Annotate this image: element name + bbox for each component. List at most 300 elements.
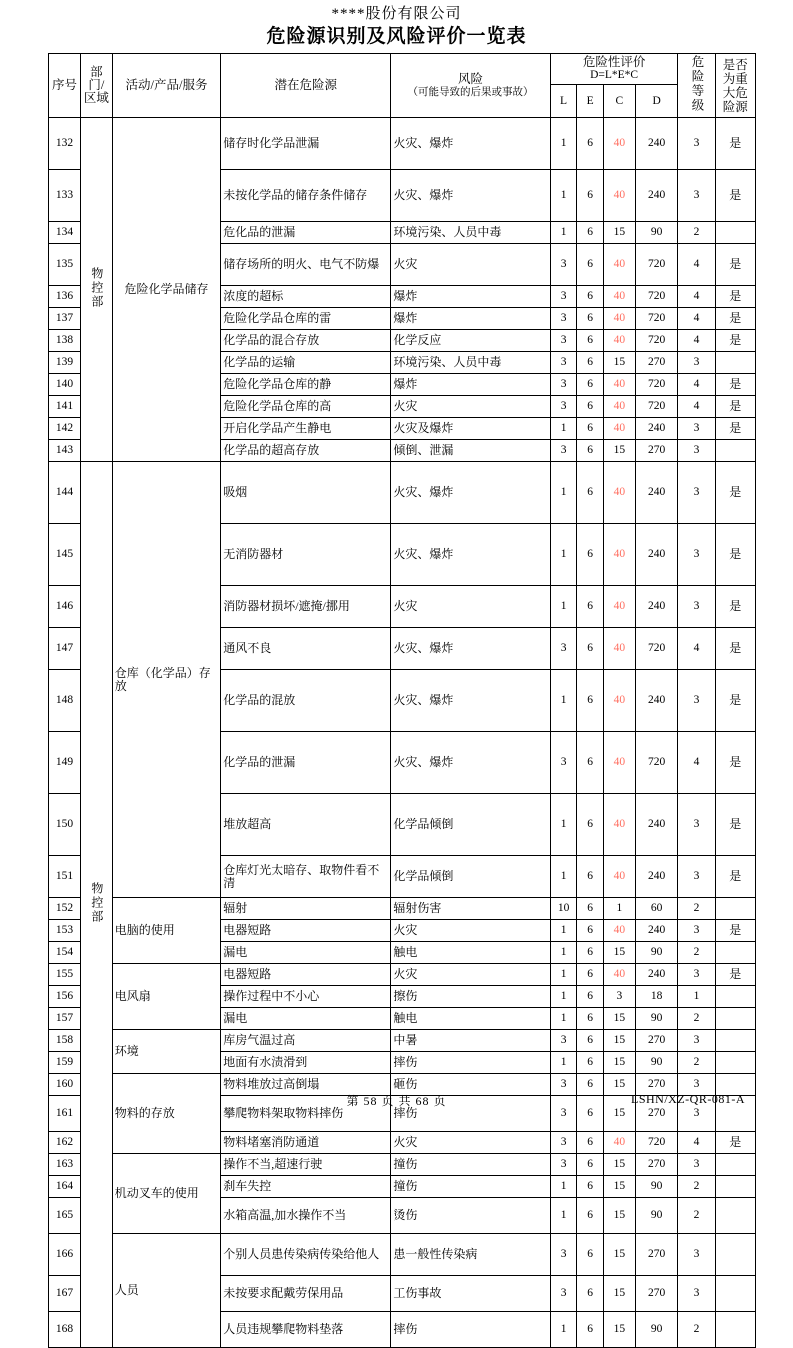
cell-hazard: 堆放超高 xyxy=(221,794,391,856)
cell-c: 40 xyxy=(603,374,635,396)
cell-level: 3 xyxy=(678,1030,715,1052)
cell-level: 3 xyxy=(678,1234,715,1276)
cell-l: 1 xyxy=(550,1312,577,1348)
cell-risk: 工伤事故 xyxy=(391,1276,550,1312)
cell-major-hazard xyxy=(715,898,755,920)
cell-risk: 火灾 xyxy=(391,964,550,986)
cell-d: 240 xyxy=(635,586,678,628)
cell-major-hazard xyxy=(715,1052,755,1074)
cell-hazard: 危险化学品仓库的静 xyxy=(221,374,391,396)
cell-seq: 137 xyxy=(49,308,81,330)
cell-seq: 157 xyxy=(49,1008,81,1030)
cell-level: 3 xyxy=(678,794,715,856)
cell-e: 6 xyxy=(577,1176,604,1198)
column-header-level xyxy=(678,54,715,118)
cell-risk: 患一般性传染病 xyxy=(391,1234,550,1276)
column-header-seq: 序号 xyxy=(49,54,81,118)
cell-c: 15 xyxy=(603,1008,635,1030)
column-header-d: D xyxy=(635,85,678,118)
cell-level: 4 xyxy=(678,286,715,308)
cell-level: 3 xyxy=(678,1096,715,1132)
cell-seq: 141 xyxy=(49,396,81,418)
cell-d: 90 xyxy=(635,1198,678,1234)
cell-major-hazard: 是 xyxy=(715,374,755,396)
cell-d: 90 xyxy=(635,222,678,244)
cell-seq: 155 xyxy=(49,964,81,986)
cell-c: 15 xyxy=(603,1176,635,1198)
cell-l: 3 xyxy=(550,732,577,794)
cell-c: 15 xyxy=(603,440,635,462)
cell-major-hazard: 是 xyxy=(715,794,755,856)
cell-major-hazard: 是 xyxy=(715,330,755,352)
cell-c: 15 xyxy=(603,1234,635,1276)
cell-level: 1 xyxy=(678,986,715,1008)
cell-activity: 仓库（化学品）存放 xyxy=(112,462,220,898)
cell-l: 3 xyxy=(550,1154,577,1176)
cell-level: 3 xyxy=(678,1276,715,1312)
cell-seq: 142 xyxy=(49,418,81,440)
cell-e: 6 xyxy=(577,118,604,170)
cell-risk: 倾倒、泄漏 xyxy=(391,440,550,462)
cell-activity: 人员 xyxy=(112,1234,220,1348)
cell-hazard: 漏电 xyxy=(221,1008,391,1030)
table-row xyxy=(49,118,756,170)
cell-d: 240 xyxy=(635,524,678,586)
cell-d: 18 xyxy=(635,986,678,1008)
table-header xyxy=(49,54,756,118)
cell-hazard: 化学品的混放 xyxy=(221,670,391,732)
cell-seq: 156 xyxy=(49,986,81,1008)
cell-major-hazard xyxy=(715,1276,755,1312)
cell-hazard: 未按化学品的储存条件储存 xyxy=(221,170,391,222)
cell-e: 6 xyxy=(577,964,604,986)
cell-major-hazard xyxy=(715,1030,755,1052)
cell-d: 90 xyxy=(635,1052,678,1074)
cell-level: 4 xyxy=(678,330,715,352)
company-name: ****股份有限公司 xyxy=(331,6,462,22)
cell-risk: 撞伤 xyxy=(391,1176,550,1198)
cell-c: 40 xyxy=(603,628,635,670)
cell-e: 6 xyxy=(577,1154,604,1176)
cell-hazard: 漏电 xyxy=(221,942,391,964)
cell-l: 3 xyxy=(550,1030,577,1052)
cell-level: 2 xyxy=(678,1198,715,1234)
cell-activity: 物料的存放 xyxy=(112,1074,220,1154)
table-row xyxy=(49,964,756,986)
cell-risk: 火灾 xyxy=(391,920,550,942)
cell-d: 240 xyxy=(635,170,678,222)
cell-risk: 火灾、爆炸 xyxy=(391,462,550,524)
cell-d: 720 xyxy=(635,374,678,396)
cell-hazard: 化学品的超高存放 xyxy=(221,440,391,462)
cell-level: 2 xyxy=(678,1008,715,1030)
cell-l: 1 xyxy=(550,524,577,586)
cell-major-hazard: 是 xyxy=(715,396,755,418)
cell-e: 6 xyxy=(577,794,604,856)
cell-risk: 火灾 xyxy=(391,1132,550,1154)
cell-seq: 160 xyxy=(49,1074,81,1096)
cell-major-hazard: 是 xyxy=(715,670,755,732)
cell-d: 720 xyxy=(635,308,678,330)
cell-major-hazard: 是 xyxy=(715,586,755,628)
cell-e: 6 xyxy=(577,462,604,524)
cell-level: 3 xyxy=(678,964,715,986)
column-header-major-text: 是否为重大危险源 xyxy=(722,57,748,114)
cell-level: 2 xyxy=(678,898,715,920)
cell-level: 3 xyxy=(678,440,715,462)
cell-d: 240 xyxy=(635,964,678,986)
cell-level: 3 xyxy=(678,170,715,222)
cell-l: 1 xyxy=(550,942,577,964)
cell-l: 3 xyxy=(550,1234,577,1276)
cell-c: 15 xyxy=(603,1052,635,1074)
cell-seq: 168 xyxy=(49,1312,81,1348)
cell-c: 40 xyxy=(603,670,635,732)
cell-risk: 化学品倾倒 xyxy=(391,794,550,856)
cell-major-hazard xyxy=(715,1234,755,1276)
cell-e: 6 xyxy=(577,1008,604,1030)
cell-risk: 火灾、爆炸 xyxy=(391,670,550,732)
cell-level: 4 xyxy=(678,396,715,418)
column-header-e: E xyxy=(577,85,604,118)
cell-risk: 火灾、爆炸 xyxy=(391,732,550,794)
cell-risk: 环境污染、人员中毒 xyxy=(391,352,550,374)
cell-e: 6 xyxy=(577,732,604,794)
cell-l: 1 xyxy=(550,222,577,244)
cell-risk: 中暑 xyxy=(391,1030,550,1052)
cell-seq: 161 xyxy=(49,1096,81,1132)
cell-l: 3 xyxy=(550,330,577,352)
cell-risk: 火灾、爆炸 xyxy=(391,118,550,170)
cell-e: 6 xyxy=(577,1030,604,1052)
cell-risk: 火灾、爆炸 xyxy=(391,628,550,670)
cell-level: 2 xyxy=(678,222,715,244)
cell-l: 1 xyxy=(550,1008,577,1030)
cell-l: 3 xyxy=(550,244,577,286)
cell-e: 6 xyxy=(577,1132,604,1154)
cell-seq: 162 xyxy=(49,1132,81,1154)
table-row xyxy=(49,898,756,920)
cell-e: 6 xyxy=(577,330,604,352)
column-header-risk xyxy=(391,54,550,118)
cell-e: 6 xyxy=(577,222,604,244)
footer-doc-code: LSHN/XZ-QR-081-A xyxy=(631,1092,745,1106)
cell-l: 10 xyxy=(550,898,577,920)
cell-activity: 电风扇 xyxy=(112,964,220,1030)
cell-c: 15 xyxy=(603,222,635,244)
cell-major-hazard: 是 xyxy=(715,286,755,308)
cell-seq: 166 xyxy=(49,1234,81,1276)
cell-l: 3 xyxy=(550,286,577,308)
cell-risk: 火灾 xyxy=(391,396,550,418)
cell-c: 40 xyxy=(603,244,635,286)
cell-level: 2 xyxy=(678,942,715,964)
cell-risk: 摔伤 xyxy=(391,1096,550,1132)
cell-level: 3 xyxy=(678,670,715,732)
cell-e: 6 xyxy=(577,396,604,418)
cell-hazard: 仓库灯光太暗存、取物件看不清 xyxy=(221,856,391,898)
cell-major-hazard xyxy=(715,352,755,374)
cell-c: 1 xyxy=(603,898,635,920)
cell-d: 240 xyxy=(635,856,678,898)
cell-department xyxy=(80,462,112,1348)
evaluation-label: 危险性评价 xyxy=(582,55,646,69)
cell-seq: 167 xyxy=(49,1276,81,1312)
cell-e: 6 xyxy=(577,586,604,628)
cell-hazard: 库房气温过高 xyxy=(221,1030,391,1052)
column-header-risk-sub: （可能导致的后果或事故） xyxy=(407,86,534,98)
cell-c: 15 xyxy=(603,1030,635,1052)
cell-risk: 擦伤 xyxy=(391,986,550,1008)
cell-c: 15 xyxy=(603,1198,635,1234)
cell-major-hazard xyxy=(715,222,755,244)
cell-major-hazard: 是 xyxy=(715,244,755,286)
cell-level: 4 xyxy=(678,628,715,670)
cell-seq: 164 xyxy=(49,1176,81,1198)
cell-hazard: 电器短路 xyxy=(221,920,391,942)
cell-risk: 爆炸 xyxy=(391,308,550,330)
cell-risk: 爆炸 xyxy=(391,286,550,308)
cell-major-hazard: 是 xyxy=(715,732,755,794)
cell-level: 2 xyxy=(678,1312,715,1348)
cell-hazard: 化学品的运输 xyxy=(221,352,391,374)
column-header-l: L xyxy=(550,85,577,118)
cell-hazard: 消防器材损坏/遮掩/挪用 xyxy=(221,586,391,628)
cell-major-hazard xyxy=(715,1198,755,1234)
risk-assessment-table xyxy=(48,53,756,1348)
cell-d: 240 xyxy=(635,462,678,524)
cell-seq: 147 xyxy=(49,628,81,670)
cell-risk: 烫伤 xyxy=(391,1198,550,1234)
footer-page-number: 第 58 页 共 68 页 xyxy=(346,1094,447,1108)
cell-risk: 火灾 xyxy=(391,244,550,286)
cell-e: 6 xyxy=(577,1312,604,1348)
cell-c: 40 xyxy=(603,330,635,352)
cell-activity: 机动叉车的使用 xyxy=(112,1154,220,1234)
cell-risk: 辐射伤害 xyxy=(391,898,550,920)
cell-hazard: 吸烟 xyxy=(221,462,391,524)
cell-l: 3 xyxy=(550,628,577,670)
cell-d: 270 xyxy=(635,1234,678,1276)
cell-d: 90 xyxy=(635,1176,678,1198)
cell-hazard: 浓度的超标 xyxy=(221,286,391,308)
cell-l: 3 xyxy=(550,308,577,330)
cell-risk: 爆炸 xyxy=(391,374,550,396)
title-block xyxy=(0,0,793,49)
cell-risk: 撞伤 xyxy=(391,1154,550,1176)
cell-c: 15 xyxy=(603,1074,635,1096)
cell-hazard: 辐射 xyxy=(221,898,391,920)
cell-seq: 158 xyxy=(49,1030,81,1052)
cell-seq: 140 xyxy=(49,374,81,396)
cell-l: 1 xyxy=(550,964,577,986)
cell-c: 40 xyxy=(603,856,635,898)
cell-level: 3 xyxy=(678,586,715,628)
cell-major-hazard: 是 xyxy=(715,170,755,222)
cell-level: 3 xyxy=(678,352,715,374)
evaluation-formula: D=L*E*C xyxy=(590,69,639,81)
cell-hazard: 无消防器材 xyxy=(221,524,391,586)
cell-level: 3 xyxy=(678,418,715,440)
cell-hazard: 未按要求配戴劳保用品 xyxy=(221,1276,391,1312)
cell-major-hazard: 是 xyxy=(715,462,755,524)
cell-seq: 143 xyxy=(49,440,81,462)
cell-c: 15 xyxy=(603,1096,635,1132)
cell-major-hazard xyxy=(715,1312,755,1348)
cell-hazard: 操作不当,超速行驶 xyxy=(221,1154,391,1176)
cell-e: 6 xyxy=(577,244,604,286)
cell-e: 6 xyxy=(577,170,604,222)
cell-level: 4 xyxy=(678,244,715,286)
cell-d: 270 xyxy=(635,1276,678,1312)
cell-e: 6 xyxy=(577,920,604,942)
cell-seq: 134 xyxy=(49,222,81,244)
table-row xyxy=(49,1234,756,1276)
cell-d: 240 xyxy=(635,418,678,440)
cell-d: 720 xyxy=(635,396,678,418)
cell-risk: 火灾、爆炸 xyxy=(391,524,550,586)
cell-d: 270 xyxy=(635,1030,678,1052)
cell-seq: 150 xyxy=(49,794,81,856)
cell-d: 240 xyxy=(635,794,678,856)
cell-seq: 138 xyxy=(49,330,81,352)
cell-e: 6 xyxy=(577,1096,604,1132)
table-row xyxy=(49,1154,756,1176)
cell-hazard: 危化品的泄漏 xyxy=(221,222,391,244)
header-row-1 xyxy=(49,54,756,85)
table-body xyxy=(49,118,756,1348)
cell-level: 3 xyxy=(678,118,715,170)
cell-hazard: 物料堆放过高倒塌 xyxy=(221,1074,391,1096)
cell-major-hazard: 是 xyxy=(715,524,755,586)
cell-c: 40 xyxy=(603,308,635,330)
cell-e: 6 xyxy=(577,1074,604,1096)
cell-d: 240 xyxy=(635,920,678,942)
column-header-evaluation xyxy=(550,54,678,85)
cell-hazard: 水箱高温,加水操作不当 xyxy=(221,1198,391,1234)
cell-e: 6 xyxy=(577,374,604,396)
cell-c: 40 xyxy=(603,732,635,794)
cell-d: 240 xyxy=(635,670,678,732)
cell-hazard: 储存场所的明火、电气不防爆 xyxy=(221,244,391,286)
cell-d: 90 xyxy=(635,1008,678,1030)
cell-department xyxy=(80,118,112,462)
cell-risk: 火灾及爆炸 xyxy=(391,418,550,440)
cell-c: 15 xyxy=(603,1154,635,1176)
cell-l: 1 xyxy=(550,118,577,170)
column-header-hazard: 潜在危险源 xyxy=(221,54,391,118)
cell-seq: 146 xyxy=(49,586,81,628)
cell-l: 3 xyxy=(550,1074,577,1096)
cell-c: 40 xyxy=(603,964,635,986)
table-row xyxy=(49,462,756,524)
page-title: 危险源识别及风险评价一览表 xyxy=(266,26,527,47)
cell-seq: 132 xyxy=(49,118,81,170)
cell-hazard: 储存时化学品泄漏 xyxy=(221,118,391,170)
cell-risk: 化学品倾倒 xyxy=(391,856,550,898)
cell-e: 6 xyxy=(577,352,604,374)
cell-level: 4 xyxy=(678,308,715,330)
cell-hazard: 危险化学品仓库的高 xyxy=(221,396,391,418)
cell-d: 720 xyxy=(635,628,678,670)
cell-major-hazard xyxy=(715,1008,755,1030)
cell-major-hazard xyxy=(715,1154,755,1176)
cell-c: 40 xyxy=(603,396,635,418)
cell-l: 1 xyxy=(550,856,577,898)
cell-c: 40 xyxy=(603,920,635,942)
cell-major-hazard: 是 xyxy=(715,118,755,170)
column-header-risk-main: 风险 xyxy=(458,71,484,86)
cell-c: 40 xyxy=(603,418,635,440)
cell-hazard: 个别人员患传染病传染给他人 xyxy=(221,1234,391,1276)
cell-hazard: 物料堵塞消防通道 xyxy=(221,1132,391,1154)
cell-risk: 化学反应 xyxy=(391,330,550,352)
cell-l: 3 xyxy=(550,440,577,462)
cell-risk: 摔伤 xyxy=(391,1312,550,1348)
cell-hazard: 开启化学品产生静电 xyxy=(221,418,391,440)
department-label: 物控部 xyxy=(89,882,104,924)
column-header-level-text: 危险等级 xyxy=(689,55,704,113)
cell-c: 15 xyxy=(603,1276,635,1312)
cell-level: 4 xyxy=(678,374,715,396)
cell-d: 270 xyxy=(635,1074,678,1096)
cell-seq: 139 xyxy=(49,352,81,374)
department-label: 物控部 xyxy=(89,267,104,309)
cell-d: 270 xyxy=(635,352,678,374)
cell-d: 240 xyxy=(635,118,678,170)
cell-hazard: 通风不良 xyxy=(221,628,391,670)
cell-activity: 环境 xyxy=(112,1030,220,1074)
column-header-activity: 活动/产品/服务 xyxy=(112,54,220,118)
cell-d: 720 xyxy=(635,732,678,794)
cell-e: 6 xyxy=(577,1052,604,1074)
cell-major-hazard: 是 xyxy=(715,628,755,670)
cell-risk: 砸伤 xyxy=(391,1074,550,1096)
cell-l: 1 xyxy=(550,794,577,856)
cell-e: 6 xyxy=(577,524,604,586)
cell-e: 6 xyxy=(577,440,604,462)
cell-l: 1 xyxy=(550,462,577,524)
cell-seq: 152 xyxy=(49,898,81,920)
cell-level: 3 xyxy=(678,856,715,898)
cell-e: 6 xyxy=(577,1198,604,1234)
cell-major-hazard xyxy=(715,1176,755,1198)
cell-major-hazard: 是 xyxy=(715,418,755,440)
cell-seq: 136 xyxy=(49,286,81,308)
column-header-dept: 部门/区域 xyxy=(80,54,112,118)
cell-d: 270 xyxy=(635,1154,678,1176)
cell-level: 4 xyxy=(678,1132,715,1154)
cell-l: 1 xyxy=(550,1052,577,1074)
cell-risk: 摔伤 xyxy=(391,1052,550,1074)
cell-activity: 危险化学品储存 xyxy=(112,118,220,462)
cell-c: 15 xyxy=(603,352,635,374)
cell-l: 1 xyxy=(550,670,577,732)
cell-c: 40 xyxy=(603,586,635,628)
cell-l: 1 xyxy=(550,920,577,942)
cell-major-hazard: 是 xyxy=(715,856,755,898)
cell-major-hazard xyxy=(715,440,755,462)
cell-level: 3 xyxy=(678,1154,715,1176)
cell-seq: 145 xyxy=(49,524,81,586)
cell-hazard: 危险化学品仓库的雷 xyxy=(221,308,391,330)
cell-activity: 电脑的使用 xyxy=(112,898,220,964)
cell-hazard: 人员违规攀爬物料垫落 xyxy=(221,1312,391,1348)
cell-risk: 环境污染、人员中毒 xyxy=(391,222,550,244)
cell-hazard: 电器短路 xyxy=(221,964,391,986)
cell-risk: 触电 xyxy=(391,1008,550,1030)
cell-d: 720 xyxy=(635,244,678,286)
